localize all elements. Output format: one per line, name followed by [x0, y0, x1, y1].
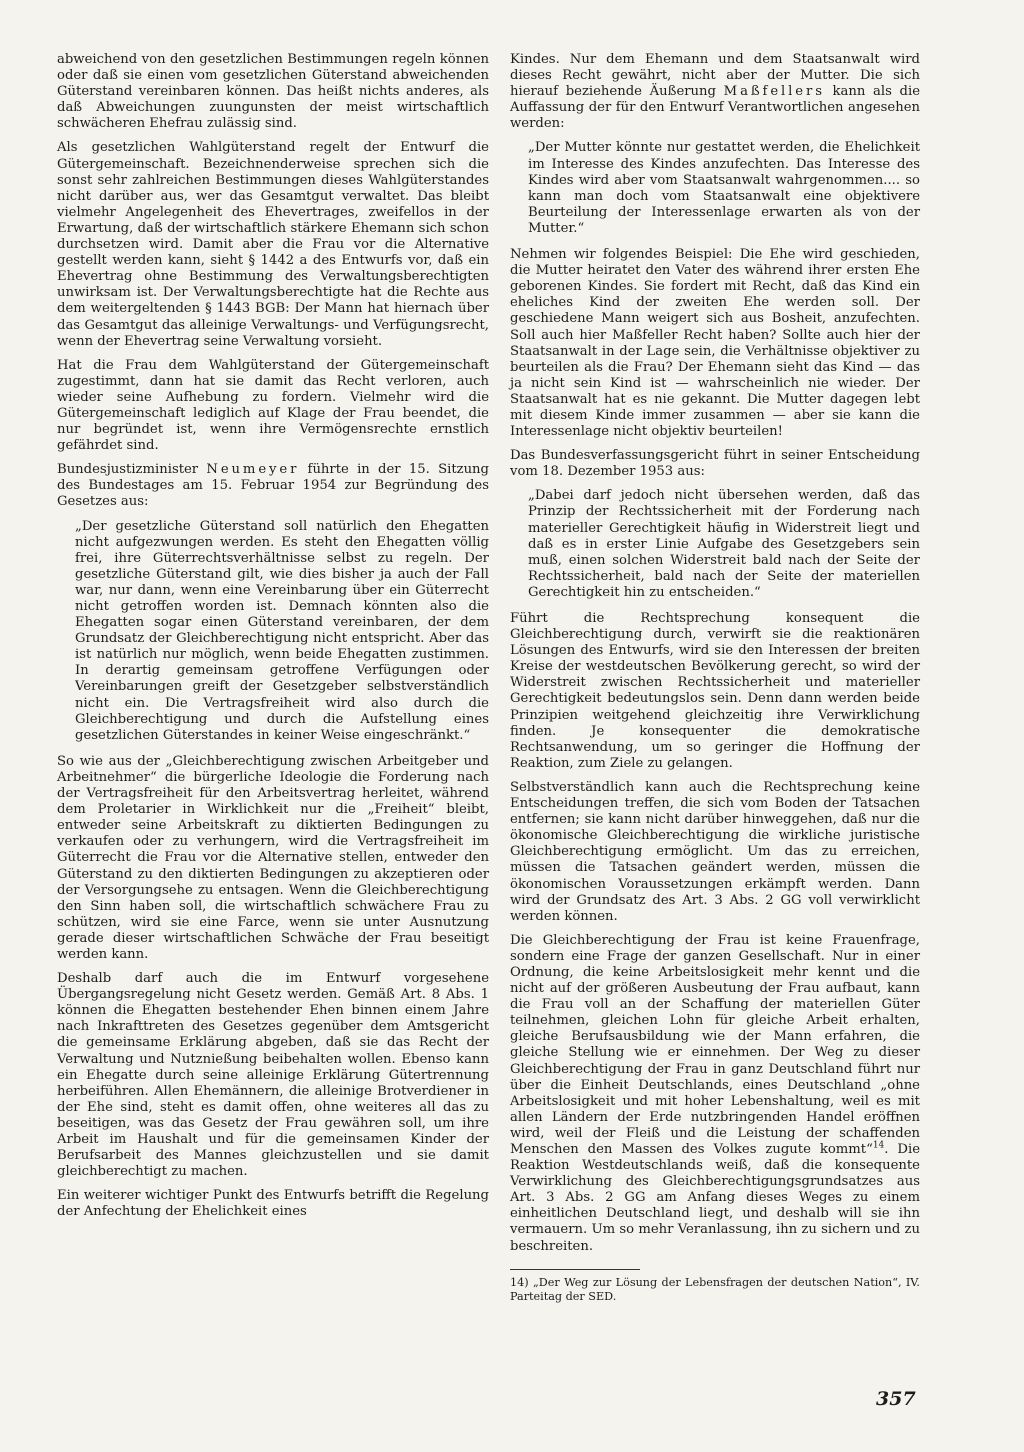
- text-run: Die Gleichberechtigung der Frau ist keine Frauenfrage, sondern eine Frage der ganzen Gesellschaft. Nur in einer Ordnung, die keine Arbeitslosigkeit mehr kennt und die nicht auf der größeren Ausbeutung der Frau aufbaut, kann die Frau voll an der Schaffung der materiellen Güter teilnehmen, gleichen Lohn für gleiche Arbeit erhalten, gleiche Berufsausbildung wie der Mann erfahren, die gleiche Stellung wie er einnehmen. Der Weg zu dieser Gleichberechtigung der Frau in ganz Deutschland führt nur über die Einheit Deutschlands, eines Deutschland „ohne Arbeitslosigkeit und mit hoher Lebenshaltung, weil es mit allen Ländern der Erde nutzbringenden Handel eröffnen wird, weil der Fleiß und die Leistung der schaffenden Menschen den Massen des Volkes zugute kommt“: [510, 932, 920, 1157]
- page-number: 357: [876, 1388, 916, 1410]
- text-run: führte in der 15. Sitzung des Bundestages am 15. Februar 1954 zur Begründung des Gesetzes aus:: [57, 462, 489, 510]
- footnote-divider: [510, 1269, 640, 1270]
- text-run: Kindes. Nur dem Ehemann und dem Staatsanwalt wird dieses Recht gewährt, nicht aber der Mutter. Die sich hierauf beziehende Äußerung: [510, 52, 920, 100]
- person-name: Neumeyer: [206, 462, 300, 478]
- paragraph: Selbstverständlich kann auch die Rechtsprechung keine Entscheidungen treffen, die sich vom Boden der Tatsachen entfernen; sie kann nicht darüber hinweggehen, daß nur die ökonomische Gleichberechtigung die wirkliche juristische Gleichberechtigung ermöglicht. Um das zu erreichen, müssen die Tatsachen geändert werden, müssen die ökonomischen Voraussetzungen erkämpft werden. Dann wird der Grundsatz des Art. 3 Abs. 2 GG voll verwirklicht werden können.: [510, 779, 920, 924]
- footnote-text: „Der Weg zur Lösung der Lebensfragen der deutschen Nation“, IV. Parteitag der SED.: [510, 1275, 920, 1303]
- paragraph: Nehmen wir folgendes Beispiel: Die Ehe wird geschieden, die Mutter heiratet den Vater des während ihrer ersten Ehe geborenen Kindes. Sie fordert mit Recht, daß das Kind ein eheliches Kind der zweiten Ehe werden soll. Der geschiedene Mann weigert sich aus Bosheit, anzufechten. Soll auch hier Maßfeller Recht haben? Sollte auch hier der Staatsanwalt in der Lage sein, die Verhältnisse objektiver zu beurteilen als die Frau? Der Ehemann sieht das Kind — das ja nicht sein Kind ist — wahrscheinlich nie wieder. Der Staatsanwalt hat es nie gekannt. Die Mutter dagegen lebt mit diesem Kinde immer zusammen — aber sie kann die Interessenlage nicht objektiv beurteilen!: [510, 247, 920, 440]
- paragraph: [510, 933, 920, 1255]
- block-quote: „Dabei darf jedoch nicht übersehen werden, daß das Prinzip der Rechtssicherheit mit der Forderung nach materieller Gerechtigkeit häufig in Widerstreit liegt und daß es in erster Linie Aufgabe des Gesetzgebers sein muß, einen solchen Widerstreit bald nach der Seite der Rechtssicherheit, bald nach der Seite der materiellen Gerechtigkeit hin zu entscheiden.“: [528, 488, 920, 600]
- paragraph: Das Bundesverfassungsgericht führt in seiner Entscheidung vom 18. Dezember 1953 aus:: [510, 448, 920, 480]
- person-name: Maßfellers: [723, 84, 825, 100]
- text-run: Bundesjustizminister: [57, 462, 207, 478]
- right-column: [510, 52, 920, 1312]
- paragraph: So wie aus der „Gleichberechtigung zwischen Arbeitgeber und Arbeitnehmer“ die bürgerliche Ideologie die Forderung nach der Vertragsfreiheit für den Arbeitsvertrag herleitet, während dem Proletarier in Wirklichkeit nur die „Freiheit“ bleibt, entweder seine Arbeitskraft zu diktierten Bedingungen zu verkaufen oder zu verhungern, wird die Vertragsfreiheit im Güterrecht die Frau vor die Alternative stellen, entweder den Güterstand zu den diktierten Bedingungen zu akzeptieren oder der Versorgungsehe zu entsagen. Wenn die Gleichberechtigung den Sinn haben soll, die wirtschaftlich schwächere Frau zu schützen, wird sie eine Farce, wenn sie unter Ausnutzung gerade dieser wirtschaftlichen Schwäche der Frau beseitigt werden kann.: [57, 753, 489, 962]
- block-quote: „Der Mutter könnte nur gestattet werden, die Ehelichkeit im Interesse des Kindes anzufechten. Das Interesse des Kindes wird aber vom Staatsanwalt wahrgenommen.... so kann man doch vom Staatsanwalt eine objektivere Beurteilung der Interessenlage erwarten als von der Mutter.“: [528, 140, 920, 236]
- paragraph: [57, 462, 489, 510]
- paragraph: [510, 52, 920, 132]
- paragraph: abweichend von den gesetzlichen Bestimmungen regeln können oder daß sie einen vom gesetzlichen Güterstand abweichenden Güterstand vereinbaren können. Das heißt nichts anderes, als daß Abweichungen zuungunsten der meist wirtschaftlich schwächeren Ehefrau zulässig sind.: [57, 52, 489, 132]
- footnote-marker: 14): [510, 1275, 529, 1289]
- left-column: [57, 52, 489, 1228]
- footnote-ref: 14: [872, 1140, 885, 1151]
- paragraph: Ein weiterer wichtiger Punkt des Entwurfs betrifft die Regelung der Anfechtung der Ehelichkeit eines: [57, 1188, 489, 1220]
- text-run: . Die Reaktion Westdeutschlands weiß, daß die konsequente Verwirklichung des Gleichberechtigungsgrundsatzes aus Art. 3 Abs. 2 GG am Anfang dieses Weges zu einem einheitlichen Deutschland liegt, und deshalb will sie ihn vermauern. Um so mehr Veranlassung, ihn zu sichern und zu beschreiten.: [510, 1142, 921, 1254]
- paragraph: Deshalb darf auch die im Entwurf vorgesehene Übergangsregelung nicht Gesetz werden. Gemäß Art. 8 Abs. 1 können die Ehegatten bestehender Ehen binnen einem Jahre nach Inkrafttreten des Gesetzes gegenüber dem Amtsgericht die gemeinsame Erklärung abgeben, daß sie das Recht der Verwaltung und Nutznießung beibehalten wollen. Ebenso kann ein Ehegatte durch seine alleinige Erklärung Gütertrennung herbeiführen. Allen Ehemännern, die alleinige Brotverdiener in der Ehe sind, steht es damit offen, ohne weiteres all das zu beseitigen, was das Gesetz der Frau gewähren soll, um ihre Arbeit im Haushalt und für die gemeinsamen Kinder der Berufsarbeit des Mannes gleichzustellen und sie damit gleichberechtigt zu machen.: [57, 971, 489, 1180]
- paragraph: Hat die Frau dem Wahlgüterstand der Gütergemeinschaft zugestimmt, dann hat sie damit das Recht verloren, auch wieder seine Aufhebung zu fordern. Vielmehr wird die Gütergemeinschaft lediglich auf Klage der Frau beendet, die nur begründet ist, wenn ihre Vermögensrechte ernstlich gefährdet sind.: [57, 357, 489, 454]
- text-run: kann als die Auffassung der für den Entwurf Verantwortlichen angesehen werden:: [510, 84, 921, 132]
- paragraph: Als gesetzlichen Wahlgüterstand regelt der Entwurf die Gütergemeinschaft. Bezeichnenderweise sprechen sich die sonst sehr zahlreichen Bestimmungen dieses Wahlgüterstandes nicht darüber aus, wer das Gesamtgut verwaltet. Das bleibt vielmehr Angelegenheit des Ehevertrages, zweifellos in der Erwartung, daß der wirtschaftlich stärkere Ehemann sich schon durchsetzen wird. Damit aber die Frau vor die Alternative gestellt werden kann, sieht § 1442 a des Entwurfs vor, daß ein Ehevertrag ohne Bestimmung des Verwaltungsberechtigten unwirksam ist. Der Verwaltungsberechtigte hat die Rechte aus dem weitergeltenden § 1443 BGB: Der Mann hat hiernach über das Gesamtgut das alleinige Verwaltungs- und Verfügungsrecht, wenn der Ehevertrag seine Verwaltung vorsieht.: [57, 140, 489, 349]
- paragraph: Führt die Rechtsprechung konsequent die Gleichberechtigung durch, verwirft sie die reaktionären Lösungen des Entwurfs, wird sie den Interessen der breiten Kreise der westdeutschen Bevölkerung gerecht, so wird der Widerstreit zwischen Rechtssicherheit und materieller Gerechtigkeit bedeutungslos sein. Denn dann werden beide Prinzipien weitgehend gleichzeitig ihre Verwirklichung finden. Je konsequenter die demokratische Rechtsanwendung, um so geringer die Hoffnung der Reaktion, zum Ziele zu gelangen.: [510, 611, 920, 771]
- footnote: [510, 1276, 920, 1304]
- block-quote: „Der gesetzliche Güterstand soll natürlich den Ehegatten nicht aufgezwungen werden. Es steht den Ehegatten völlig frei, ihre Güterrechtsverhältnisse selbst zu regeln. Der gesetzliche Güterstand gilt, wie dies bisher ja auch der Fall war, nur dann, wenn eine Vereinbarung über ein Güterrecht nicht getroffen worden ist. Demnach könnten also die Ehegatten sogar einen Güterstand vereinbaren, der dem Grundsatz der Gleichberechtigung nicht entspricht. Aber das ist natürlich nur möglich, wenn beide Ehegatten zustimmen. In derartig gemeinsam getroffene Verfügungen oder Vereinbarungen greift der Gesetzgeber selbstverständlich nicht ein. Die Vertragsfreiheit wird also durch die Gleichberechtigung und durch die Aufstellung eines gesetzlichen Güterstandes in keiner Weise eingeschränkt.“: [75, 518, 489, 743]
